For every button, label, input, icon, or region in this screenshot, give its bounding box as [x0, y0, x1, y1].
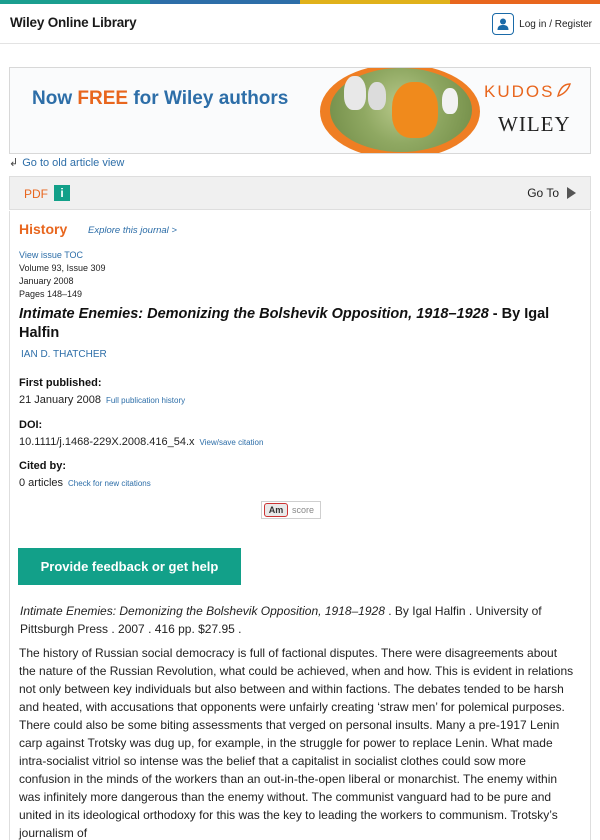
- goto-label[interactable]: Go To: [527, 186, 559, 200]
- return-arrow-icon: ↲: [9, 157, 19, 169]
- journal-title[interactable]: History: [19, 221, 68, 237]
- citation-details: . By Igal Halfin . University of Pittsburgh Press . 2007 . 416 pp. $27.95 .: [20, 604, 542, 636]
- kudos-ad-banner[interactable]: [9, 67, 591, 154]
- first-published-row: [19, 394, 185, 406]
- kudos-butterfly-icon: [556, 82, 572, 98]
- pdf-button[interactable]: PDF: [24, 187, 48, 201]
- citation-title: Intimate Enemies: Demonizing the Bolshevik Opposition, 1918–1928: [20, 604, 385, 618]
- article-content: [9, 211, 591, 840]
- view-issue-toc-link[interactable]: View issue TOC: [19, 250, 84, 260]
- banner-headline: [32, 88, 288, 110]
- banner-text-suffix: for Wiley authors: [128, 88, 289, 109]
- doi-label: DOI:: [19, 419, 43, 431]
- kudos-text: KUDOS: [484, 82, 555, 101]
- orange-tulip: [392, 82, 438, 138]
- tulip-photo: [320, 67, 480, 154]
- altmetric-logo: Am: [264, 503, 288, 517]
- banner-text-prefix: Now: [32, 88, 78, 109]
- old-article-view-link[interactable]: [9, 156, 124, 169]
- cited-by-label: Cited by:: [19, 460, 67, 472]
- article-toolbar: [9, 176, 591, 210]
- article-title-rest: - By Igal Halfin: [19, 306, 550, 341]
- publication-history-link[interactable]: Full publication history: [105, 396, 186, 405]
- page-range: Pages 148–149: [19, 289, 83, 299]
- white-tulip: [442, 88, 458, 114]
- kudos-logo: [484, 82, 572, 102]
- login-register-label[interactable]: Log in / Register: [519, 18, 592, 30]
- volume-issue: Volume 93, Issue 309: [19, 263, 106, 273]
- tulip-photo-inner: [330, 68, 472, 152]
- cited-by-value: 0 articles: [19, 477, 64, 489]
- user-icon[interactable]: [492, 13, 514, 35]
- explore-journal-link[interactable]: Explore this journal >: [88, 225, 177, 236]
- article-title-italic: Intimate Enemies: Demonizing the Bolshevik Opposition, 1918–1928: [19, 306, 489, 322]
- info-icon[interactable]: i: [54, 185, 70, 201]
- article-title: [19, 305, 579, 343]
- altmetric-badge[interactable]: [261, 501, 321, 519]
- issue-date: January 2008: [19, 276, 74, 286]
- review-citation: [20, 602, 570, 638]
- play-arrow-icon: [567, 187, 576, 199]
- goto-button[interactable]: [527, 186, 576, 200]
- doi-row: [19, 436, 263, 448]
- white-tulip: [368, 82, 386, 110]
- first-published-value: 21 January 2008: [19, 394, 101, 406]
- site-header: [0, 4, 600, 44]
- banner-text-free: FREE: [77, 88, 129, 109]
- check-citations-link[interactable]: Check for new citations: [68, 479, 151, 488]
- doi-value[interactable]: 10.1111/j.1468-229X.2008.416_54.x: [19, 436, 195, 448]
- site-logo[interactable]: Wiley Online Library: [10, 15, 137, 30]
- old-article-view-label[interactable]: Go to old article view: [22, 156, 125, 169]
- author-link[interactable]: IAN D. THATCHER: [21, 349, 107, 360]
- first-published-label: First published:: [19, 377, 102, 389]
- feedback-help-button[interactable]: Provide feedback or get help: [18, 548, 241, 585]
- login-register-link[interactable]: [492, 13, 592, 35]
- white-tulip: [344, 76, 366, 110]
- altmetric-score-label: score: [292, 505, 315, 515]
- cited-by-row: [19, 477, 151, 489]
- article-body-text: The history of Russian social democracy is full of factional disputes. There were disagreements about the nature of the Russian Revolution, what could be achieved, when and how. This is evident in relations not only between key individuals but also between and within factions. The debates tended to be harsh and heated, with accusations that opponents were unfairly creating ‘straw men’ for polemical purposes. There could also be some biting assessments that verged on personal insults. Many a pre-1917 Lenin carp against Trotsky was dug up, for example, in the struggle for power to replace Lenin. What made intra-socialist vitriol so intense was the belief that a capitalist in socialist clothes could sow more confusion in the minds of the workers than an out-in-the-open liberal or monarchist. The enemy within was infinitely more dangerous than the enemy without. The communist vanguard had to be pure and united in its ideological orthodoxy for this was the key to leading the workers to communism. Trotsky’s journalism of: [19, 646, 574, 840]
- wiley-logo: WILEY: [498, 112, 571, 136]
- view-save-citation-link[interactable]: View/save citation: [199, 438, 264, 447]
